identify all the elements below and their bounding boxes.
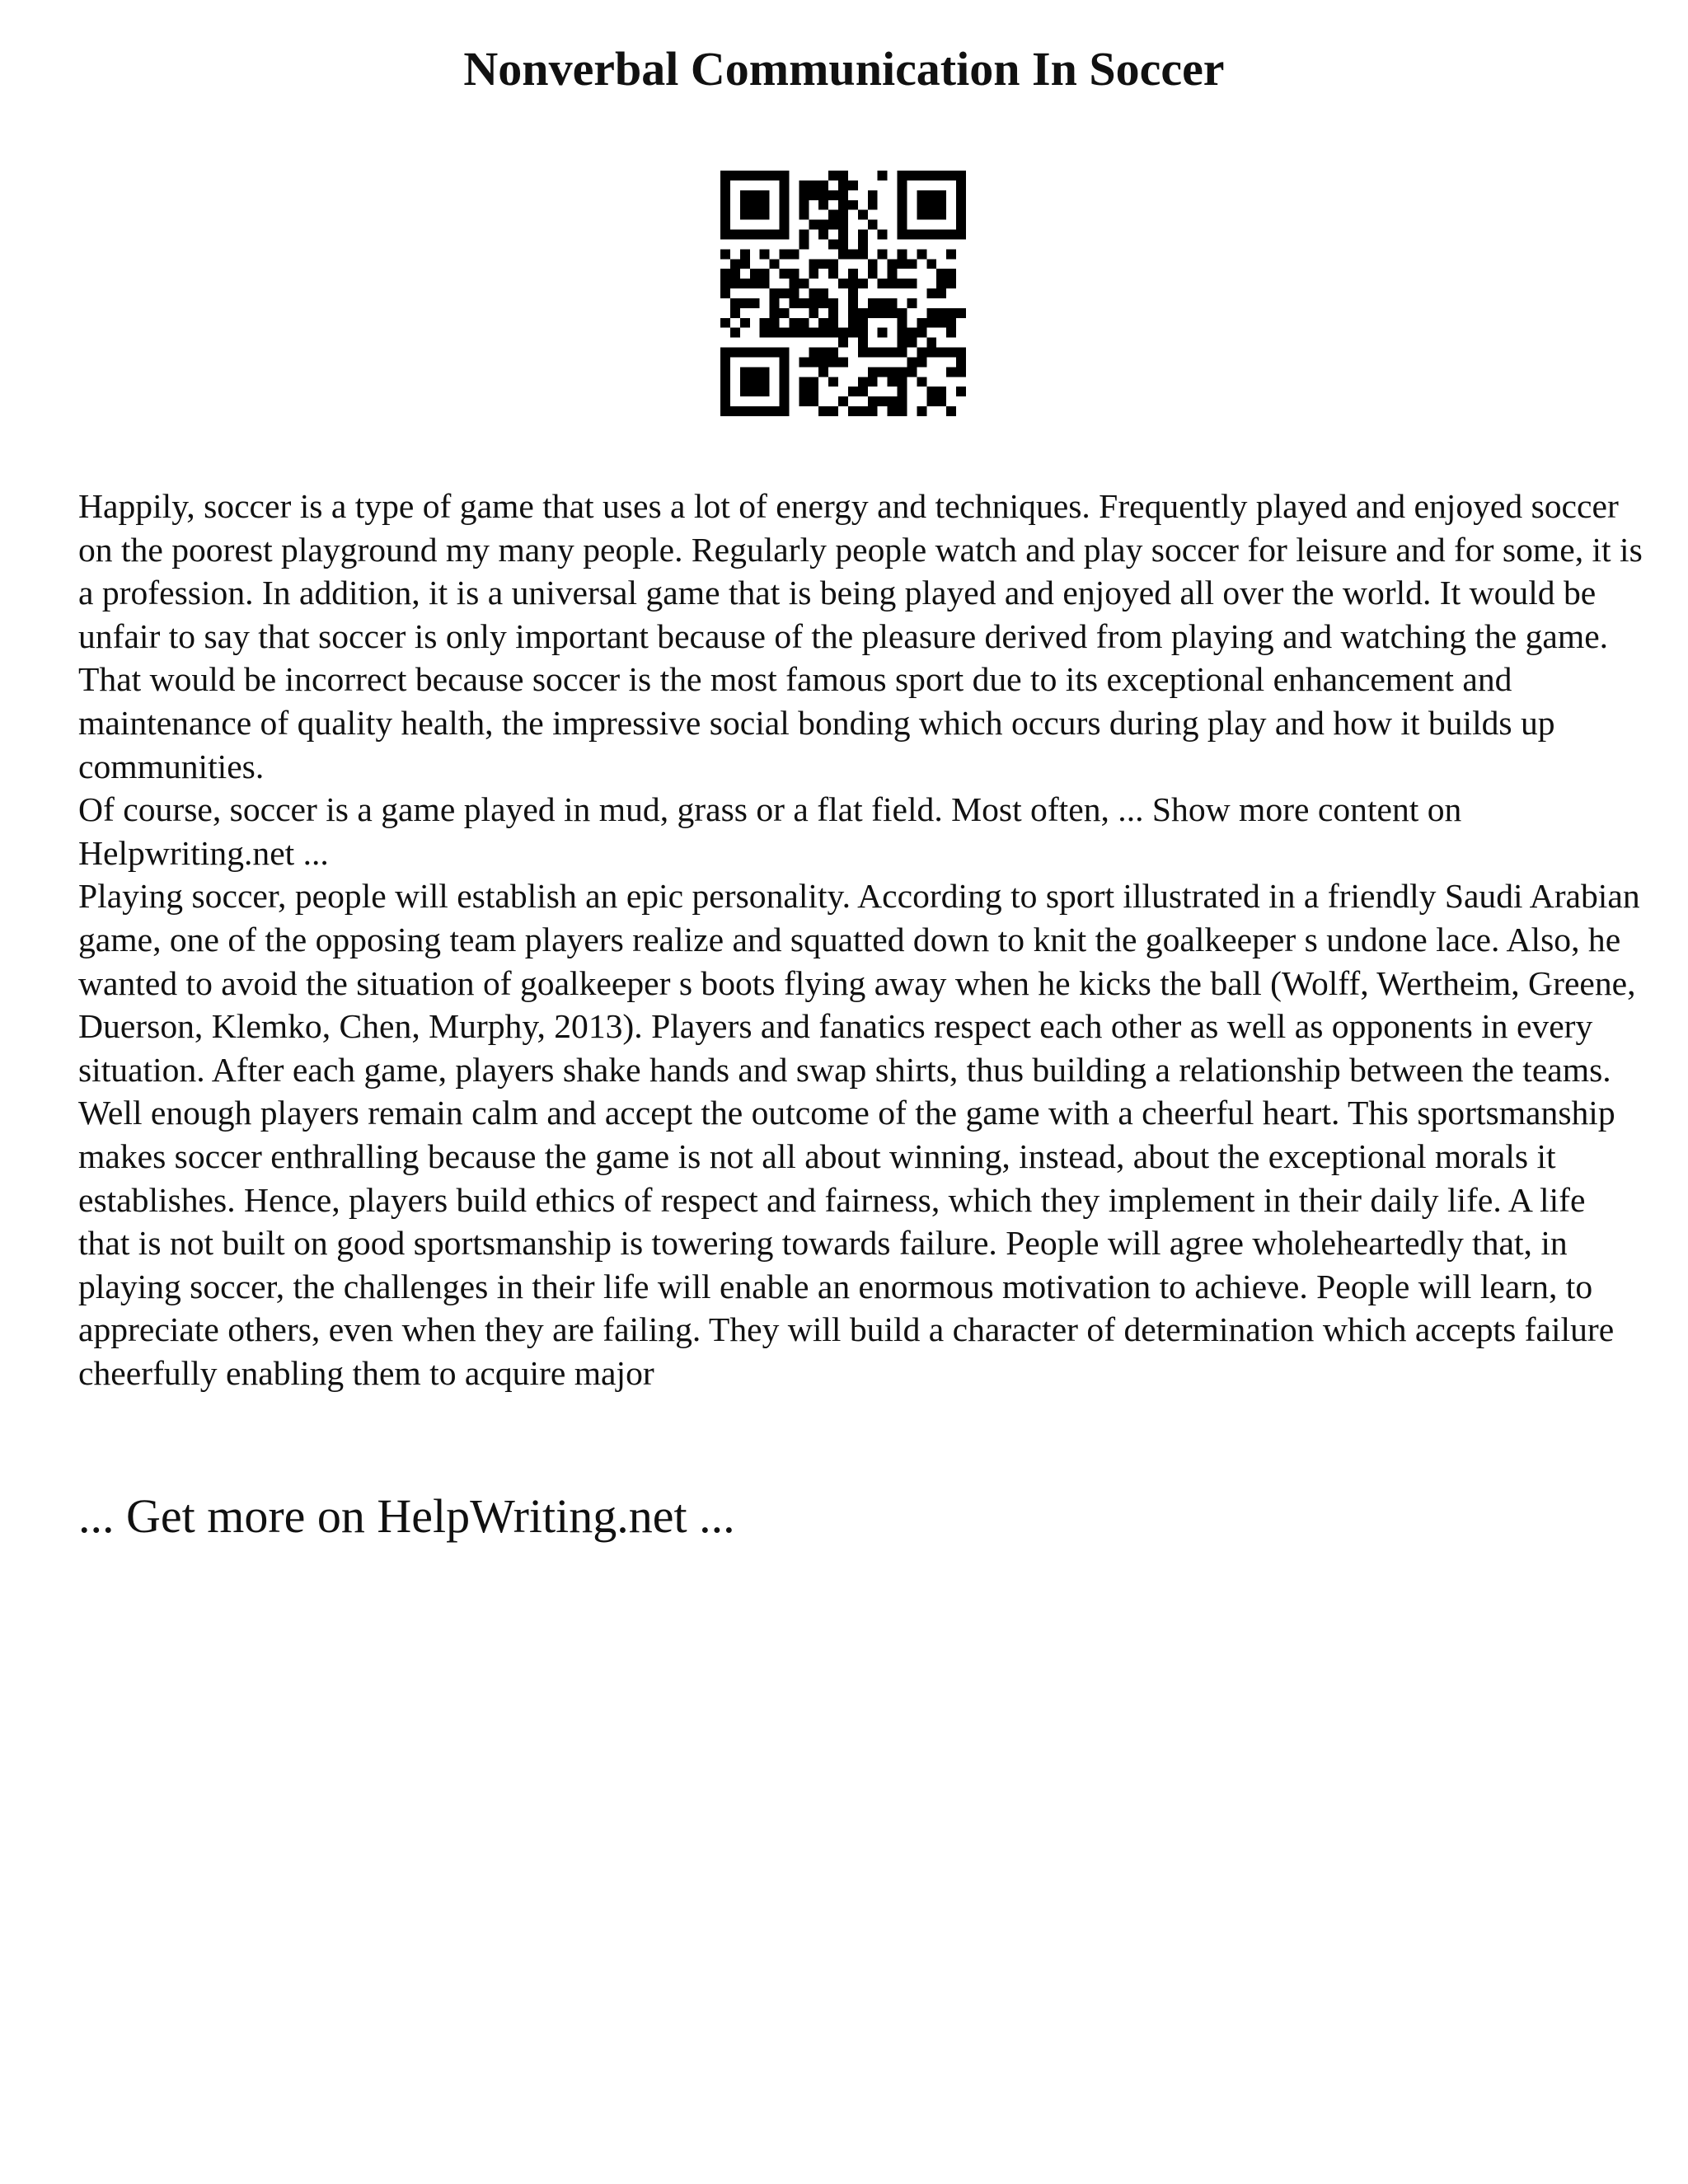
paragraph-main: Playing soccer, people will establish an epic personality. According to sport illustrated in a friendly Saudi Arabian game, one of the opposing team players realize and squatted down to knit the goalkeeper s undone lace. Also, he wanted to avoid the situation of goalkeeper s boots flying away when he kicks the ball (Wolff, Wertheim, Greene, Duerson, Klemko, Chen, Murphy, 2013). Players and fanatics respect each other as well as opponents in every situation. After each game, players shake hands and swap shirts, thus building a relationship between the teams. Well enough players remain calm and accept the outcome of the game with a cheerful heart. This sportsmanship makes soccer enthralling because the game is not all about winning, instead, about the exceptional morals it establishes. Hence, players build ethics of respect and fairness, which they implement in their daily life. A life that is not built on good sportsmanship is towering towards failure. People will agree wholeheartedly that, in playing soccer, the challenges in their life will enable an enormous motivation to achieve. People will learn, to appreciate others, even when they are failing. They will build a character of determination which accepts failure cheerfully enabling them to acquire major: [78, 877, 1640, 1392]
qr-code-icon: [720, 171, 966, 416]
page-title: Nonverbal Communication In Soccer: [463, 42, 1225, 96]
paragraph-excerpt: Of course, soccer is a game played in mud, grass or a flat field. Most often, ... Show more content on Helpwriting.net ...: [78, 790, 1462, 872]
paragraph-intro: Happily, soccer is a type of game that uses a lot of energy and techniques. Frequently played and enjoyed soccer on the poorest playground my many people. Regularly people watch and play soccer for leisure and for some, it is a profession. In addition, it is a universal game that is being played and enjoyed all over the world. It would be unfair to say that soccer is only important because of the pleasure derived from playing and watching the game. That would be incorrect because soccer is the most famous sport due to its exceptional enhancement and maintenance of quality health, the impressive social bonding which occurs during play and how it builds up communities.: [78, 487, 1643, 785]
article-body: [78, 485, 1644, 1394]
get-more-link[interactable]: ... Get more on HelpWriting.net ...: [78, 1489, 735, 1543]
